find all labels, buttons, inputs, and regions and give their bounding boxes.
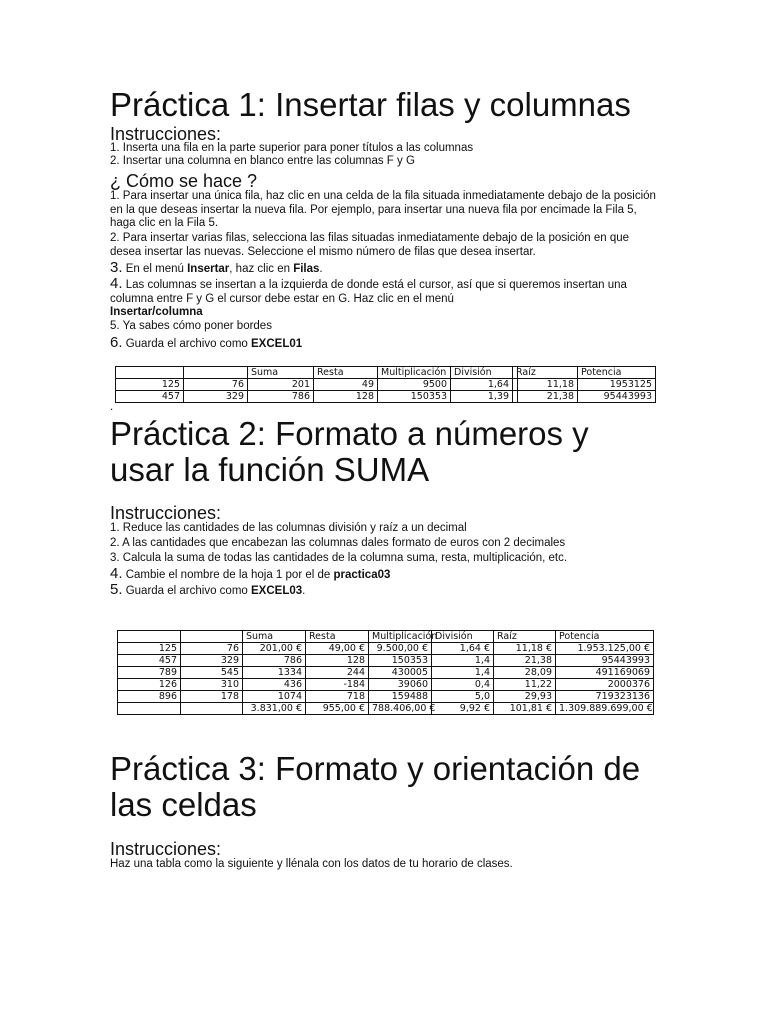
table-cell: 101,81 €: [494, 703, 556, 715]
table-cell: Suma: [243, 631, 306, 643]
practica2-instruction-4: 4. Cambie el nombre de la hoja 1 por el de practica03: [110, 565, 391, 582]
table-cell: 39060: [369, 679, 432, 691]
table-cell: 896: [118, 691, 181, 703]
table-cell: 1.309.889.699,00 €: [556, 703, 654, 715]
table-cell: [118, 703, 181, 715]
table-cell: 719323136: [556, 691, 654, 703]
table-totals-row: [118, 703, 654, 715]
table-cell: 329: [181, 655, 243, 667]
table-cell: Raíz: [494, 631, 556, 643]
table-cell: [184, 367, 248, 379]
table-cell: 789: [118, 667, 181, 679]
table-cell: 125: [116, 379, 184, 391]
table-cell: 201,00 €: [243, 643, 306, 655]
table-cell: 786: [243, 655, 306, 667]
table-cell: Multiplicación: [369, 631, 432, 643]
table-row: [118, 643, 654, 655]
table-cell: 150353: [378, 391, 451, 403]
table-row: [118, 655, 654, 667]
table-cell: [181, 703, 243, 715]
table-cell: 21,38: [494, 655, 556, 667]
table-cell: 1334: [243, 667, 306, 679]
practica2-instructions-heading: Instrucciones:: [110, 503, 222, 523]
table-cell: 1074: [243, 691, 306, 703]
table-cell: 178: [181, 691, 243, 703]
table-cell: [181, 631, 243, 643]
table-cell: Raíz: [513, 367, 518, 379]
table-cell: 457: [118, 655, 181, 667]
table-cell: 1,4: [432, 667, 494, 679]
practica1-instruction-1: 1. Inserta una fila en la parte superior para poner títulos a las columnas: [110, 142, 474, 154]
practica3-instructions-heading: Instrucciones:: [110, 839, 222, 859]
table-cell: 201: [248, 379, 314, 391]
table-cell: 457: [116, 391, 184, 403]
table-cell: 430005: [369, 667, 432, 679]
table-cell: 1,64 €: [432, 643, 494, 655]
practica2-instruction-5: 5. Guarda el archivo como EXCEL03.: [110, 581, 306, 598]
table-cell: 786: [248, 391, 314, 403]
table-cell: 49,00 €: [306, 643, 369, 655]
table-row: [116, 379, 656, 391]
table-cell: Suma: [248, 367, 314, 379]
table-cell: 9500: [378, 379, 451, 391]
practica1-table-image: [115, 366, 655, 402]
table-cell: 21,38: [518, 391, 578, 403]
table-cell: 11,18 €: [494, 643, 556, 655]
table-cell: 95443993: [556, 655, 654, 667]
table-row: [118, 679, 654, 691]
practica2-instruction-3: 3. Calcula la suma de todas las cantidades de la columna suma, resta, multiplicación, etc.: [110, 552, 568, 564]
table-cell: [116, 367, 184, 379]
practica2-title-line-1: Práctica 2: Formato a números y: [110, 415, 589, 452]
table-cell: 76: [181, 643, 243, 655]
practica1-how-step-4: 4. Las columnas se insertan a la izquierda de donde está el cursor, así que si queremos insertan una columna entre F y G el cursor debe estar en G. Haz clic en el menú Insertar/columna: [110, 275, 627, 319]
table-cell: Multiplicación: [378, 367, 451, 379]
table-row: [118, 667, 654, 679]
practica1-how-step-3: 3. En el menú Insertar, haz clic en Filas.: [110, 259, 323, 276]
table-cell: 95443993: [578, 391, 656, 403]
table-cell: 11,18: [518, 379, 578, 391]
table-cell: División: [451, 367, 513, 379]
table-cell: 128: [314, 391, 378, 403]
practica1-instructions-heading: Instrucciones:: [110, 124, 222, 144]
table-header-row: [118, 631, 654, 643]
practica1-instruction-2: 2. Insertar una columna en blanco entre las columnas F y G: [110, 155, 415, 167]
table-cell: [118, 631, 181, 643]
practica1-title: Práctica 1: Insertar filas y columnas: [110, 86, 631, 123]
table-cell: Potencia: [578, 367, 656, 379]
table-cell: 49: [314, 379, 378, 391]
practica1-how-step-6: 6. Guarda el archivo como EXCEL01: [110, 334, 303, 351]
table-cell: 1,39: [451, 391, 513, 403]
practica2-table: [117, 630, 654, 715]
table-cell: Resta: [314, 367, 378, 379]
table-cell: 1,64: [451, 379, 513, 391]
practica1-table: [115, 366, 656, 403]
table-cell: 329: [184, 391, 248, 403]
table-header-row: [116, 367, 656, 379]
table-cell: 718: [306, 691, 369, 703]
table-cell: 150353: [369, 655, 432, 667]
stray-dot: .: [110, 401, 114, 413]
table-cell: 9,92 €: [432, 703, 494, 715]
table-cell: 125: [118, 643, 181, 655]
table-cell: -184: [306, 679, 369, 691]
table-cell: 11,22: [494, 679, 556, 691]
table-cell: 9.500,00 €: [369, 643, 432, 655]
practica2-instruction-1: 1. Reduce las cantidades de las columnas división y raíz a un decimal: [110, 522, 467, 534]
table-cell: División: [432, 631, 494, 643]
table-cell: 244: [306, 667, 369, 679]
table-cell: 788.406,00 €: [369, 703, 432, 715]
table-cell: 126: [118, 679, 181, 691]
practica1-how-heading: ¿ Cómo se hace ?: [110, 171, 258, 191]
table-cell: 1,4: [432, 655, 494, 667]
table-cell: 0,4: [432, 679, 494, 691]
table-cell: 436: [243, 679, 306, 691]
table-cell: 3.831,00 €: [243, 703, 306, 715]
table-cell: 5,0: [432, 691, 494, 703]
practica3-title-line-1: Práctica 3: Formato y orientación de: [110, 750, 641, 787]
table-cell: 310: [181, 679, 243, 691]
table-cell: 29,93: [494, 691, 556, 703]
table-cell: 955,00 €: [306, 703, 369, 715]
practica1-how-step-2: 2. Para insertar varias filas, selecciona las filas situadas inmediatamente debajo de la posición en que desea insertar las nuevas. Seleccione el mismo número de filas que desea insertar.: [110, 232, 630, 258]
table-cell: 545: [181, 667, 243, 679]
table-cell: 1.953.125,00 €: [556, 643, 654, 655]
practica3-instruction-1: Haz una tabla como la siguiente y llénala con los datos de tu horario de clases.: [110, 858, 513, 870]
practica1-how-step-5: 5. Ya sabes cómo poner bordes: [110, 320, 272, 332]
table-cell: 159488: [369, 691, 432, 703]
table-cell: 76: [184, 379, 248, 391]
table-cell: 2000376: [556, 679, 654, 691]
practica2-title-line-2: usar la función SUMA: [110, 451, 430, 488]
table-cell: 28,09: [494, 667, 556, 679]
practica3-title-line-2: las celdas: [110, 786, 257, 823]
practica2-instruction-2: 2. A las cantidades que encabezan las columnas dales formato de euros con 2 decimales: [110, 537, 566, 549]
table-cell: Potencia: [556, 631, 654, 643]
table-cell: Resta: [306, 631, 369, 643]
table-cell: 128: [306, 655, 369, 667]
practica1-how-step-1: 1. Para insertar una única fila, haz clic en una celda de la fila situada inmediatamente debajo de la posición en la que deseas insertar la nueva fila. Por ejemplo, para insertar una nueva fila por encimade la Fila 5, haga clic en la Fila 5.: [110, 190, 656, 230]
table-row: [118, 691, 654, 703]
table-cell: 1953125: [578, 379, 656, 391]
table-cell: 491169069: [556, 667, 654, 679]
